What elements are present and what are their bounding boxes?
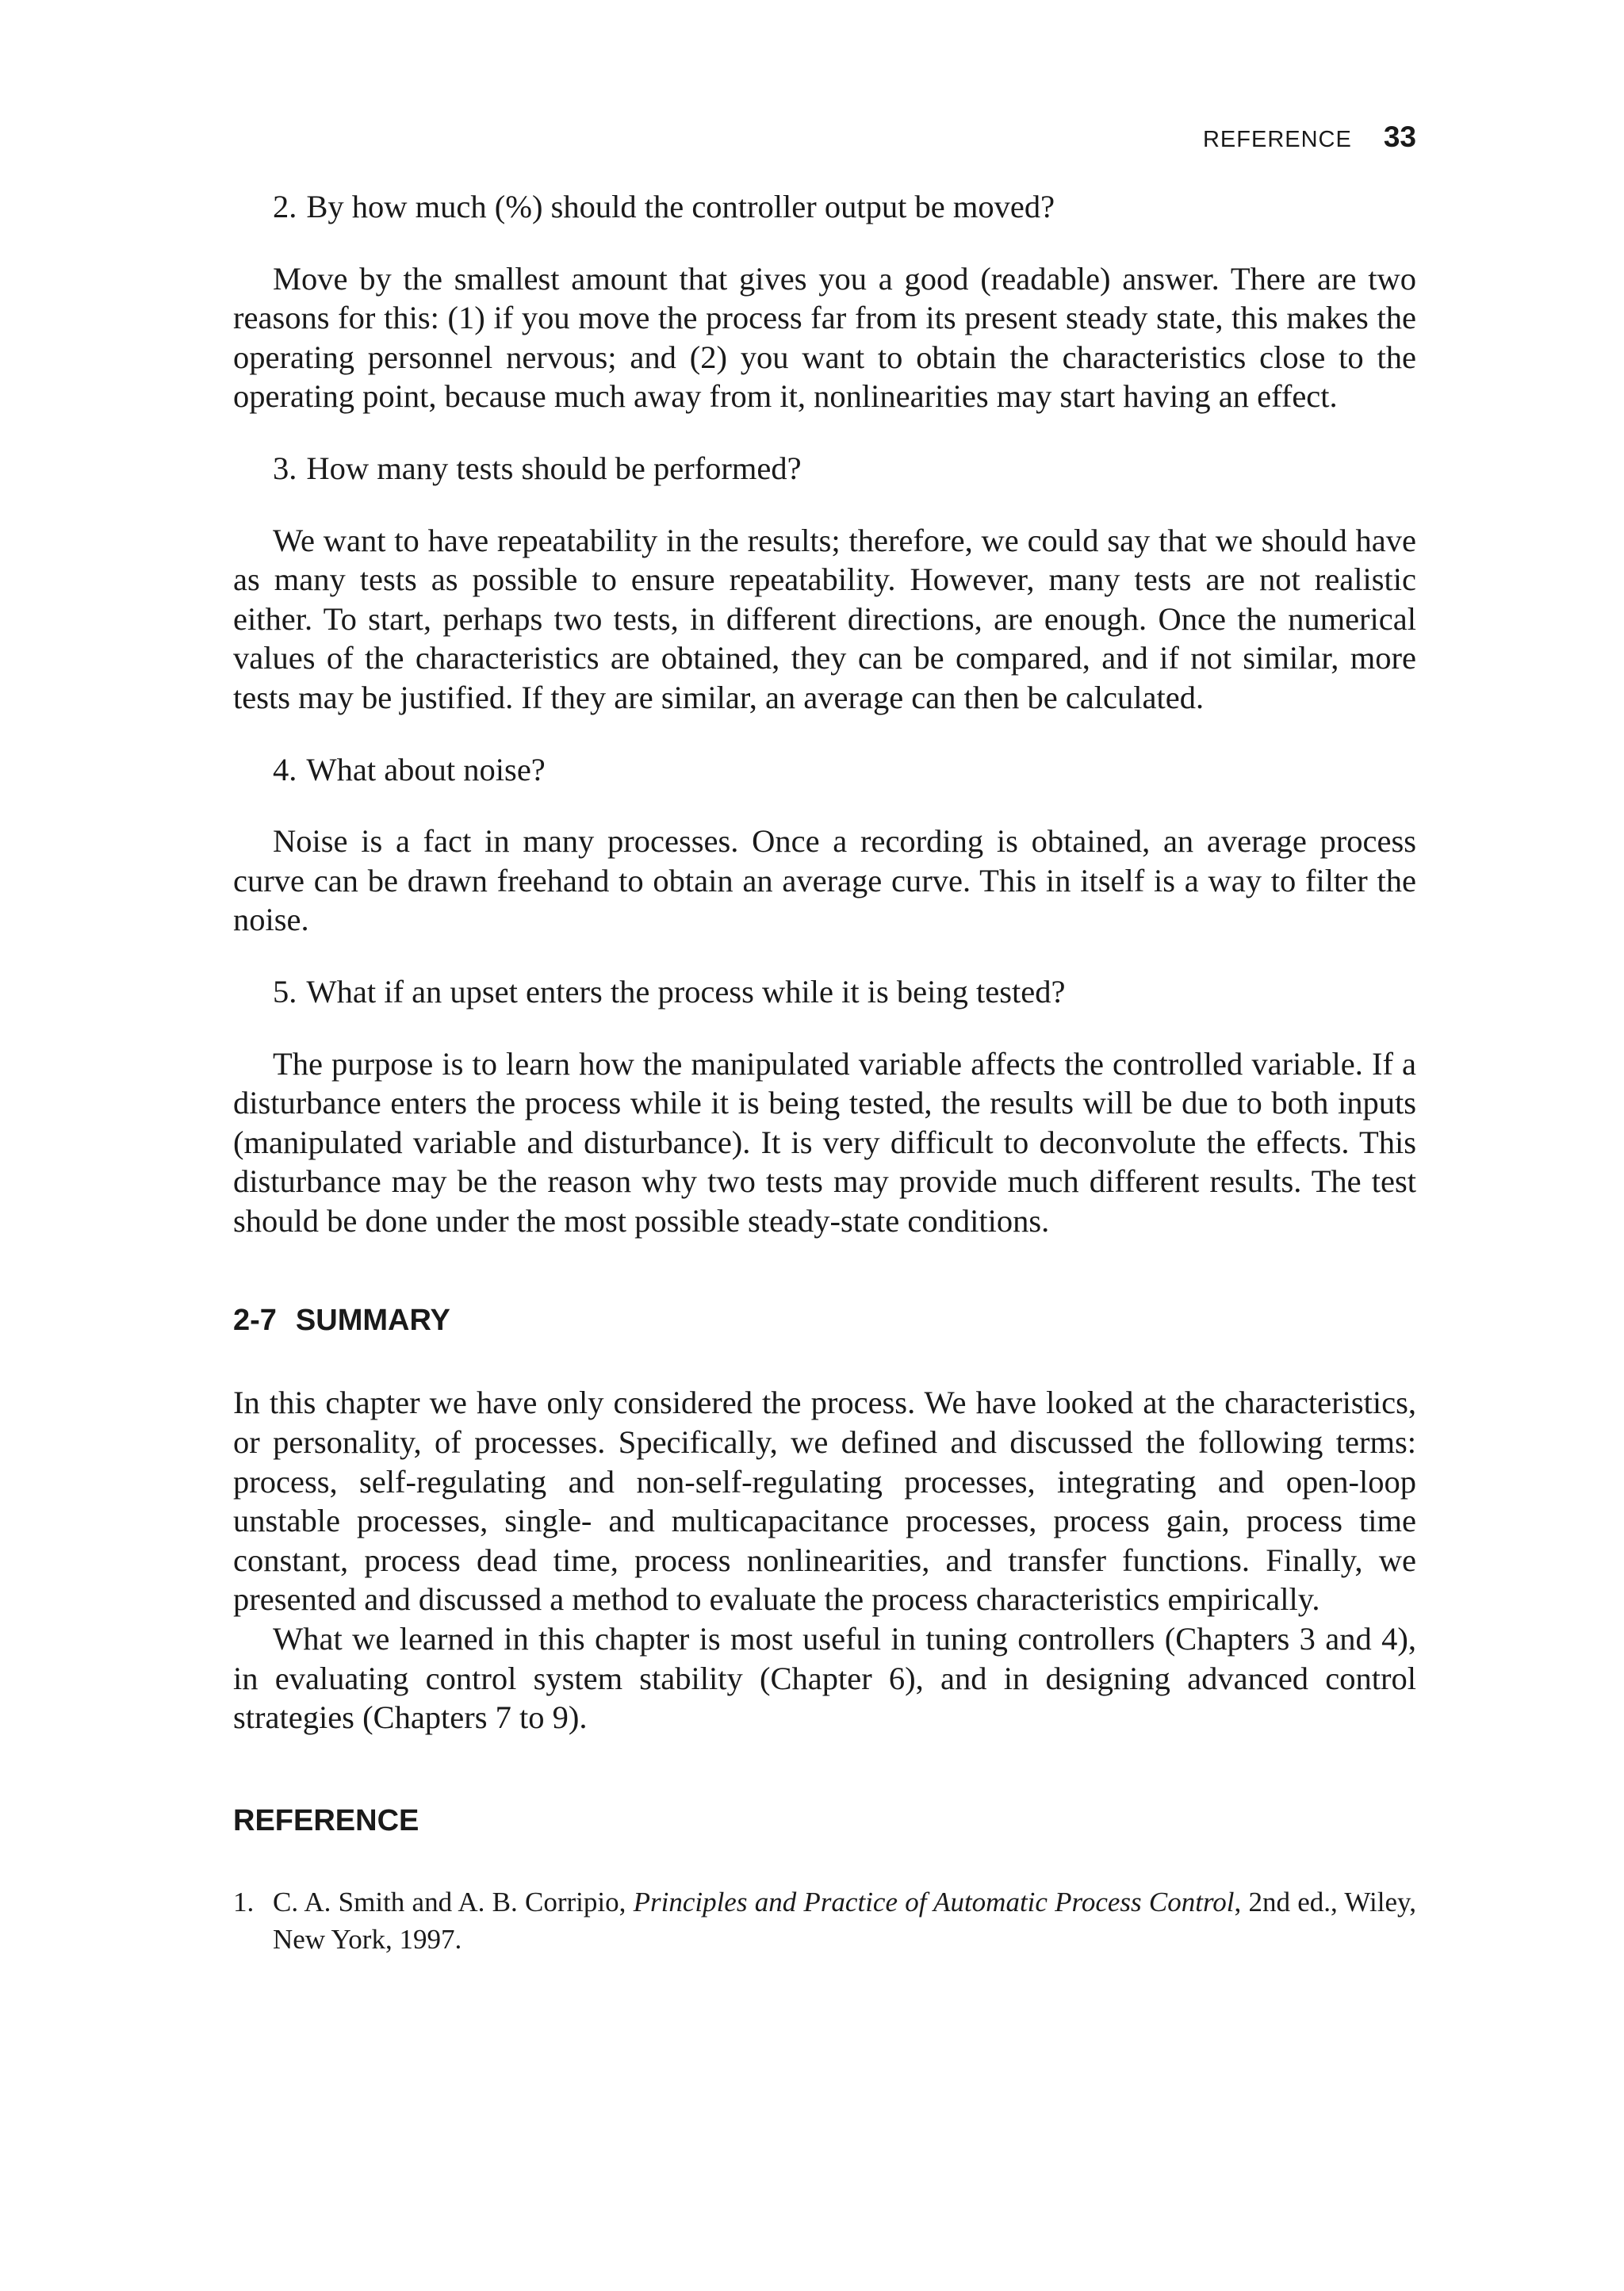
- answer-5: The purpose is to learn how the manipulated variable affects the controlled variable. If a disturbance enters the process while it is being tested, the results will be due to both inputs (manipulated variable and disturbance). It is very difficult to deconvolute the effects. This disturbance may be the reason why two tests may provide much different results. The test should be done under the most possible steady-state conditions.: [233, 1045, 1416, 1239]
- question-text: What if an upset enters the process while it is being tested?: [306, 973, 1066, 1009]
- answer-2: Move by the smallest amount that gives you a good (readable) answer. There are two reasons for this: (1) if you move the process far from its present steady state, this makes the operating personnel nervous; and (2) you want to obtain the characteristics close to the operating point, because much away from it, nonlinearities may start having an effect.: [233, 260, 1416, 415]
- page-number: 33: [1383, 121, 1416, 153]
- section-number: 2-7: [233, 1304, 277, 1338]
- answer-4: Noise is a fact in many processes. Once a recording is obtained, an average process curve can be drawn freehand to obtain an average curve. This in itself is a way to filter the noise.: [233, 823, 1416, 938]
- reference-details: , 2nd ed., Wiley, New York, 1997.: [273, 1886, 1416, 1955]
- question-number: 3.: [273, 450, 297, 486]
- reference-number: 1.: [233, 1886, 255, 1917]
- question-3: [233, 449, 1416, 488]
- body-text: [233, 187, 1416, 1958]
- question-5: [233, 972, 1416, 1012]
- reference-heading: REFERENCE: [233, 1803, 419, 1837]
- section-title: SUMMARY: [295, 1304, 450, 1338]
- reference-list: [233, 1883, 1416, 1958]
- question-text: What about noise?: [306, 751, 546, 787]
- question-number: 2.: [273, 189, 297, 224]
- answer-3: We want to have repeatability in the results; therefore, we could say that we should have as many tests as possible to ensure repeatability. However, many tests are not realistic either. To start, perhaps two tests, in different directions, are enough. Once the numerical values of the characteristics are obtained, they can be compared, and if not similar, more tests may be justified. If they are similar, an average can then be calculated.: [233, 522, 1416, 715]
- reference-authors: C. A. Smith and A. B. Corripio,: [273, 1886, 634, 1917]
- reference-book-title: Principles and Practice of Automatic Process Control: [633, 1886, 1235, 1917]
- running-head: [1203, 121, 1416, 154]
- reference-text: [273, 1883, 1416, 1958]
- running-head-title: REFERENCE: [1202, 127, 1352, 152]
- reference-item: [233, 1883, 1416, 1958]
- summary-paragraph-2: What we learned in this chapter is most useful in tuning controllers (Chapters 3 and 4), in evaluating control system stability (Chapter 6), and in designing advanced control strategies (Chapters 7 to 9).: [233, 1621, 1416, 1736]
- question-text: How many tests should be performed?: [306, 450, 802, 486]
- summary-heading: [233, 1302, 1416, 1339]
- question-2: [233, 187, 1416, 227]
- question-number: 4.: [273, 751, 297, 787]
- question-text: By how much (%) should the controller output be moved?: [306, 189, 1055, 224]
- question-number: 5.: [273, 973, 297, 1009]
- summary-paragraph-1: In this chapter we have only considered the process. We have looked at the characteristics, or personality, of processes. Specifically, we defined and discussed the following terms: process, self-regulating and non-self-regulating processes, integrating and open-loop unstable processes, single- and multicapacitance processes, process gain, process time constant, process dead time, process nonlinearities, and transfer functions. Finally, we presented and discussed a method to evaluate the process characteristics empirically.: [233, 1385, 1416, 1618]
- question-4: [233, 750, 1416, 790]
